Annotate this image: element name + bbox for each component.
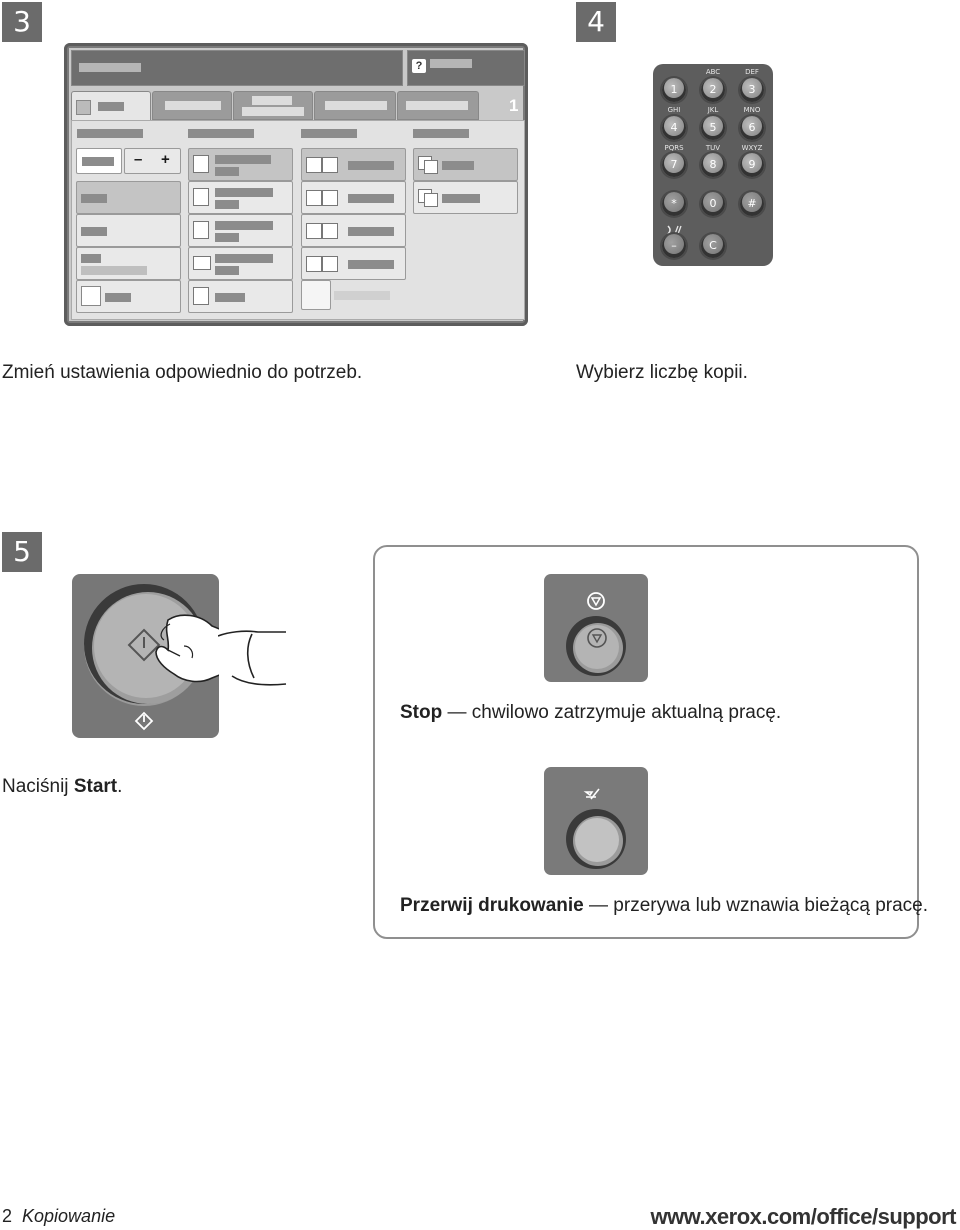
key-label-mno: MNO bbox=[743, 106, 761, 114]
key-label-ghi: GHI bbox=[667, 106, 681, 114]
col4-option-2 bbox=[413, 181, 518, 214]
step-5-caption-prefix: Naciśnij bbox=[2, 776, 74, 797]
col3-option-4 bbox=[301, 247, 406, 280]
step-5-caption-bold: Start bbox=[73, 776, 118, 797]
key-9: 9 bbox=[740, 153, 764, 177]
tab-2 bbox=[152, 91, 232, 120]
copy-options-panel bbox=[71, 120, 525, 320]
dial-pause-icon bbox=[666, 222, 684, 232]
col3-option-1 bbox=[301, 148, 406, 181]
col2-option-5 bbox=[188, 280, 293, 313]
start-button-panel bbox=[72, 574, 219, 738]
hand-cuff bbox=[218, 620, 288, 690]
tab-4 bbox=[314, 91, 396, 120]
stop-button-panel bbox=[544, 574, 648, 682]
interrupt-label: Przerwij drukowanie bbox=[400, 895, 584, 916]
step-5-caption bbox=[2, 776, 122, 798]
footer-left bbox=[2, 1206, 115, 1227]
key-2: 2 bbox=[701, 78, 725, 102]
key-minus: – bbox=[662, 234, 686, 258]
tab-copy bbox=[71, 91, 151, 122]
touch-screen-illustration bbox=[64, 43, 528, 326]
tab-3 bbox=[233, 91, 313, 120]
step-3-badge: 3 bbox=[2, 2, 42, 42]
interrupt-dash: — bbox=[583, 895, 614, 916]
stepper-minus: – bbox=[134, 151, 143, 168]
stepper bbox=[124, 148, 181, 174]
col1-option-3 bbox=[76, 247, 181, 280]
key-star: * bbox=[662, 192, 686, 216]
col2-option-1 bbox=[188, 148, 293, 181]
key-label-jkl: JKL bbox=[707, 106, 719, 114]
start-button-illustration bbox=[72, 574, 219, 738]
key-6: 6 bbox=[740, 116, 764, 140]
stop-label: Stop bbox=[400, 702, 443, 723]
col1-option-1 bbox=[76, 181, 181, 214]
footer-url: www.xerox.com/office/support bbox=[650, 1204, 956, 1229]
interrupt-text: przerywa lub wznawia bieżącą pracę. bbox=[613, 895, 929, 916]
col2-option-4 bbox=[188, 247, 293, 280]
step-3-caption: Zmień ustawienia odpowiednio do potrzeb. bbox=[2, 362, 363, 383]
stepper-plus: + bbox=[161, 151, 170, 168]
key-4: 4 bbox=[662, 116, 686, 140]
step-4-badge: 4 bbox=[576, 2, 616, 42]
reduce-enlarge-value bbox=[76, 148, 122, 174]
stop-caption bbox=[400, 702, 781, 724]
tab-5 bbox=[397, 91, 479, 120]
info-box bbox=[373, 545, 929, 939]
interrupt-icon bbox=[586, 789, 599, 799]
key-label-pqrs: PQRS bbox=[664, 144, 684, 152]
help-icon: ? bbox=[412, 59, 426, 73]
col3-option-3 bbox=[301, 214, 406, 247]
key-label-tuv: TUV bbox=[705, 144, 721, 152]
step-5-badge: 5 bbox=[2, 532, 42, 572]
key-7: 7 bbox=[662, 153, 686, 177]
pencil-icon bbox=[81, 286, 101, 306]
section-title: Kopiowanie bbox=[22, 1206, 116, 1226]
page-number: 2 bbox=[2, 1206, 13, 1226]
key-label-wxyz: WXYZ bbox=[741, 144, 763, 152]
col1-option-2 bbox=[76, 214, 181, 247]
col3-option-2 bbox=[301, 181, 406, 214]
step-4-caption: Wybierz liczbę kopii. bbox=[576, 362, 748, 383]
stop-text: chwilowo zatrzymuje aktualną pracę. bbox=[471, 702, 782, 723]
key-5: 5 bbox=[701, 116, 725, 140]
col2-option-3 bbox=[188, 214, 293, 247]
step-5-caption-suffix: . bbox=[117, 776, 123, 797]
col4-option-1 bbox=[413, 148, 518, 181]
numeric-keypad bbox=[653, 64, 773, 266]
interrupt-button-panel bbox=[544, 767, 648, 875]
col3-option-5-label bbox=[334, 291, 390, 300]
key-3: 3 bbox=[740, 78, 764, 102]
key-label-abc: ABC bbox=[705, 68, 721, 76]
col3-option-5 bbox=[301, 280, 331, 310]
key-hash: # bbox=[740, 192, 764, 216]
key-1: 1 bbox=[662, 78, 686, 102]
key-label-def: DEF bbox=[745, 68, 759, 76]
key-clear: C bbox=[701, 234, 725, 258]
stop-dash: — bbox=[442, 702, 472, 723]
screen-status-bar bbox=[71, 50, 403, 86]
copy-icon bbox=[76, 100, 91, 115]
key-0: 0 bbox=[701, 192, 725, 216]
list-icon bbox=[193, 287, 209, 305]
tab-counter: 1 bbox=[509, 96, 519, 115]
key-8: 8 bbox=[701, 153, 725, 177]
screen-help-bar bbox=[407, 50, 525, 86]
col2-option-2 bbox=[188, 181, 293, 214]
interrupt-caption bbox=[400, 895, 928, 917]
col1-option-4 bbox=[76, 280, 181, 313]
